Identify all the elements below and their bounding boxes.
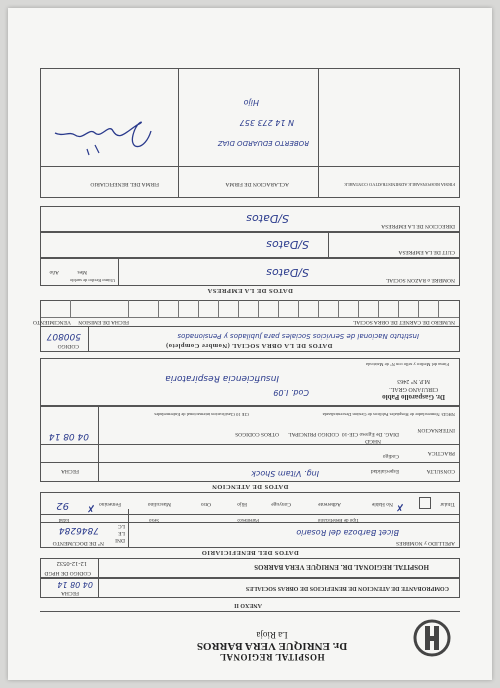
cuit-value: S/Datos	[266, 238, 309, 251]
carnet-cell	[418, 300, 419, 317]
apellido-value: Bicet Barboza del Rosario	[296, 528, 399, 537]
medico-stamp	[382, 377, 445, 401]
carnet-cell	[178, 300, 179, 317]
aclaracion-label: ACLARACION DE FIRMA	[225, 181, 289, 187]
cuit-label: CUIT DE LA EMPRESA	[398, 249, 455, 255]
firmas-divider-2	[178, 69, 179, 197]
dni-label: DNI	[115, 537, 125, 543]
adherente-label: Adherente	[318, 501, 341, 507]
dni-firma-value: N 14 273 357	[239, 118, 294, 127]
sexo-label: Sexo	[149, 517, 159, 522]
codigo-label: Codigo	[382, 453, 399, 459]
tipo-label: Tipo de Beneficiario	[317, 517, 359, 522]
carnet-grid	[41, 300, 459, 318]
hospital-divider	[98, 559, 99, 577]
obra-social-name: Instituto Nacional de Servicios Sociales para Jubilados y Pensionados	[177, 332, 419, 340]
obra-social-box	[32, 300, 460, 352]
codigo-principal-label: CODIGO PRINCIPAL	[288, 431, 339, 437]
apellido-label: APELLIDO y NOMBRES	[396, 540, 455, 546]
firmas-rule	[41, 166, 459, 167]
emp-divider	[118, 259, 119, 285]
titular-check-mark: ✗	[395, 501, 404, 512]
atencion-fecha-label: FECHA	[60, 468, 79, 474]
titular-label: Titular	[440, 501, 455, 507]
hijo-label: Hijo	[237, 501, 247, 507]
nhgd-label: NHGD	[365, 438, 381, 444]
responsable-label: FIRMA RESPONSABLE ADMINISTRATIVO CONTABLE	[344, 182, 455, 187]
carnet-cell	[218, 300, 219, 317]
atencion-box	[40, 406, 460, 482]
direccion-value: S/Datos	[246, 212, 289, 225]
lc-label: LC	[117, 523, 125, 529]
sexo-check-mark: ✗	[86, 502, 95, 513]
direccion-box	[40, 206, 460, 232]
carnet-cell	[398, 300, 399, 317]
carnet-cell	[318, 300, 319, 317]
obra-social-codigo: 500807	[46, 331, 81, 341]
doc-value: 7846284	[58, 525, 99, 535]
hospital-name: HOSPITAL REGIONAL DR. ENRIQUE VERA BARROS	[254, 563, 429, 571]
paper-sheet	[8, 8, 492, 680]
medico-title: CIRUJANO GRAL.	[389, 386, 439, 392]
otro-label: Otro	[200, 501, 211, 507]
internacion-fecha: 04 08 14	[48, 431, 89, 441]
header-block	[152, 630, 392, 662]
nhgd-note: NHGD: Nomenclador de Hospitales Publicos de Gestion Descentralizada	[322, 412, 455, 417]
carnet-cell	[338, 300, 339, 317]
carnet-cell	[258, 300, 259, 317]
carnet-label: NUMERO DE CARNET DE OBRA SOCIAL	[352, 319, 455, 325]
header-rule	[40, 611, 460, 612]
cuit-divider	[328, 233, 329, 257]
diagnostico-value: Insuficiencia Respiratoria	[165, 373, 279, 383]
empresa-box	[40, 258, 460, 286]
medico-name: Dr. Gasparollo Pablo	[382, 393, 445, 401]
form-upright	[8, 8, 492, 680]
dx-code: Cod. I.09	[273, 388, 309, 397]
relation-value: Hijo	[243, 98, 259, 107]
aclaracion-value: ROBERTO EDUARDO DIAZ	[217, 139, 309, 147]
at-rule-2	[41, 444, 459, 445]
header-city: La Rioja	[256, 630, 288, 640]
cuit-box	[40, 232, 460, 258]
edad-value: 92	[56, 500, 69, 511]
at-rule-1	[41, 462, 459, 463]
titular-checkbox[interactable]	[419, 497, 431, 509]
anio-label: Año	[49, 269, 59, 275]
hospital-box	[40, 558, 460, 578]
codigo-hpgd-value: 12-12-0532	[56, 560, 87, 567]
cie-note: CIE 10 Clasificacion internacional de Enfermedades	[154, 412, 249, 417]
header-name: Dr. ENRIQUE VERA BARROS	[196, 640, 348, 652]
especialidad-value: Ing. Vitam Shock	[251, 469, 319, 478]
beneficiario-box	[40, 492, 460, 548]
carnet-cell	[238, 300, 239, 317]
medico-mat: M.P. N° 2463	[397, 378, 430, 384]
practica-label: PRACTICA	[427, 450, 455, 456]
edad-label: Edad	[58, 517, 69, 522]
firma-beneficiario-label: FIRMA DEL BENEFICIARIO	[90, 181, 159, 187]
ben-rule	[41, 522, 459, 523]
beneficiary-signature	[49, 111, 159, 161]
ultimo-recibo-label: Ultimo Recibo de sueldo	[70, 278, 115, 283]
os-divider	[88, 327, 89, 351]
no-hable-label: No Hable	[371, 501, 393, 507]
direccion-label: DIRECCION DE LA EMPRESA	[381, 223, 455, 229]
carnet-cell	[128, 300, 129, 317]
carnet-cell	[278, 300, 279, 317]
nombre-empresa-label: NOMBRE o RAZON SOCIAL	[385, 277, 455, 283]
firmas-divider-1	[318, 69, 319, 197]
vencimiento-label: VENCIMIENTO	[32, 319, 71, 325]
diag-label: DIAG. De Egreso CIE-10	[341, 431, 399, 437]
parentesco-label: Parentesco	[237, 517, 259, 522]
beneficiario-section: DATOS DEL BENEFICIARIO	[201, 549, 299, 556]
femenino-label: Femenino	[99, 501, 121, 507]
diagnostico-box	[40, 358, 460, 406]
medico-caption: Firma del Medico y sello con N° de Matricula	[365, 362, 449, 367]
conyuge-label: Conyuge	[271, 501, 291, 507]
fecha-label: FECHA	[60, 590, 79, 596]
consulta-label: CONSULTA	[426, 468, 455, 474]
header-hospital: HOSPITAL REGIONAL	[219, 652, 325, 662]
internacion-label: INTERNACION	[417, 427, 455, 433]
form-title: COMPROBANTE DE ATENCION DE BENEFICIOS DE OBRAS SOCIALES	[245, 585, 449, 591]
ben-rule-2	[41, 514, 459, 515]
carnet-cell	[378, 300, 379, 317]
carnet-cell	[358, 300, 359, 317]
carnet-cell	[198, 300, 199, 317]
mes-label: Mes	[77, 269, 87, 275]
le-label: LE	[118, 530, 125, 536]
carnet-cell	[70, 300, 71, 317]
hospital-logo	[412, 618, 452, 658]
at-divider	[98, 407, 99, 481]
os-codigo-label: CODIGO	[57, 343, 79, 349]
atencion-section: DATOS DE ATENCION	[211, 483, 289, 490]
firmas-box	[40, 68, 460, 198]
emision-label: FECHA DE EMISION	[78, 319, 129, 325]
nombre-empresa-value: S/Datos	[266, 266, 309, 279]
otros-codigos-label: OTROS CODIGOS	[235, 431, 279, 437]
os-rule	[41, 326, 459, 327]
especialidad-label: Especialidad	[370, 468, 399, 474]
masculino-label: Masculino	[147, 501, 171, 507]
fecha-value: 04 08 14	[57, 580, 93, 589]
obra-social-section: DATOS DE LA OBRA SOCIAL (Nombre Completo)	[165, 342, 333, 349]
codigo-hpgd-label: CODIGO DE HPGD	[44, 570, 91, 576]
carnet-cell	[298, 300, 299, 317]
carnet-cell	[158, 300, 159, 317]
title-divider	[98, 579, 99, 597]
doc-label: N° DE DOCUMENTO	[52, 540, 104, 546]
title-box	[40, 578, 460, 598]
carnet-cell	[438, 300, 439, 317]
annex-label: ANEXO II	[234, 602, 262, 608]
empresa-section: DATOS DE LA EMPRESA	[207, 287, 293, 294]
